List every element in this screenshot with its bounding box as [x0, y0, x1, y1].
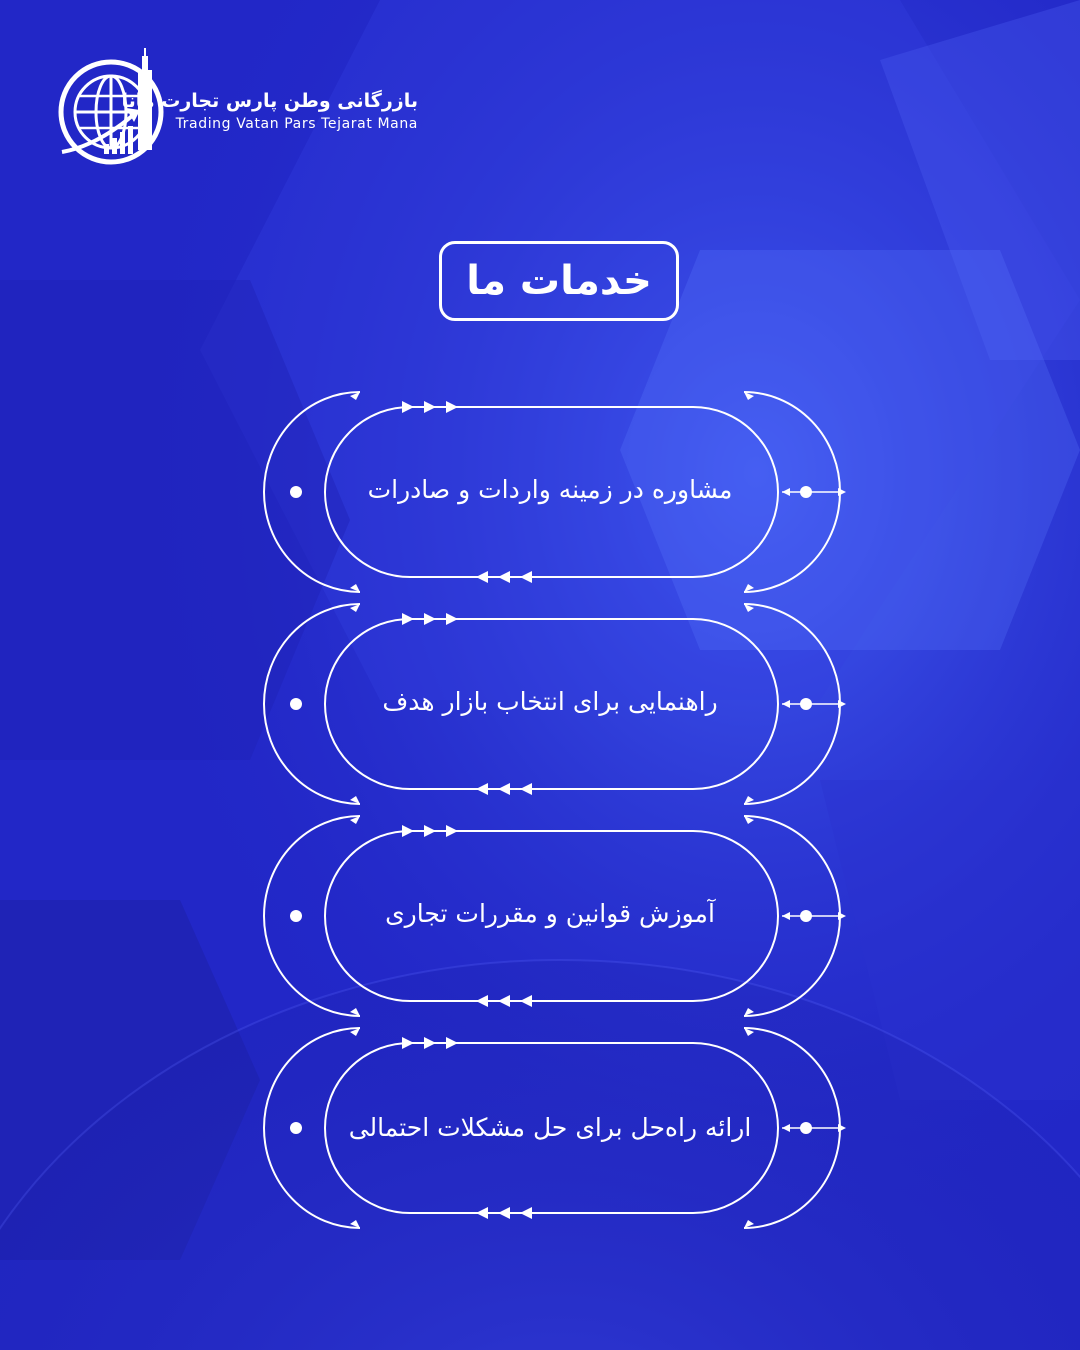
- bottom-arrow-3-3: [520, 995, 532, 1007]
- right-connector-arrow-left-2: [782, 700, 790, 708]
- bottom-arrow-1-3: [520, 571, 532, 583]
- right-dot-3: [800, 910, 812, 922]
- bottom-arrow-4-1: [476, 1207, 488, 1219]
- right-connector-arrow-left-3: [782, 912, 790, 920]
- service-item-3: آموزش قوانین و مقررات تجاری: [385, 899, 715, 928]
- top-arrow-4-2: [424, 1037, 436, 1049]
- top-arrow-2-2: [424, 613, 436, 625]
- bottom-arrow-4-3: [520, 1207, 532, 1219]
- top-arrow-3-1: [402, 825, 414, 837]
- brand-name-fa: بازرگانی وطن پارس تجارت مانا: [121, 90, 418, 112]
- top-arrow-1-2: [424, 401, 436, 413]
- right-connector-arrow-left-4: [782, 1124, 790, 1132]
- top-arrow-2-1: [402, 613, 414, 625]
- left-dot-4: [290, 1122, 302, 1134]
- top-arrow-4-3: [446, 1037, 458, 1049]
- left-dot-1: [290, 486, 302, 498]
- top-arrow-4-1: [402, 1037, 414, 1049]
- bottom-arrow-3-1: [476, 995, 488, 1007]
- bottom-arrow-1-1: [476, 571, 488, 583]
- bottom-arrow-2-2: [498, 783, 510, 795]
- bottom-arrow-4-2: [498, 1207, 510, 1219]
- right-connector-arrow-left-1: [782, 488, 790, 496]
- top-arrow-3-2: [424, 825, 436, 837]
- right-connector-arrow-right-1: [838, 488, 846, 496]
- top-arrow-1-1: [402, 401, 414, 413]
- top-arrow-2-3: [446, 613, 458, 625]
- service-item-4: ارائه راه‌حل برای حل مشکلات احتمالی: [348, 1113, 752, 1142]
- brand-name-en: Trading Vatan Pars Tejarat Mana: [175, 116, 418, 132]
- right-dot-2: [800, 698, 812, 710]
- right-connector-arrow-right-2: [838, 700, 846, 708]
- bottom-arrow-2-1: [476, 783, 488, 795]
- bottom-arrow-2-3: [520, 783, 532, 795]
- right-dot-4: [800, 1122, 812, 1134]
- right-dot-1: [800, 486, 812, 498]
- top-arrow-1-3: [446, 401, 458, 413]
- bottom-arrow-3-2: [498, 995, 510, 1007]
- page-title: خدمات ما: [466, 258, 652, 304]
- bottom-arrow-1-2: [498, 571, 510, 583]
- service-item-2: راهنمایی برای انتخاب بازار هدف: [382, 687, 718, 716]
- left-dot-2: [290, 698, 302, 710]
- right-connector-arrow-right-4: [838, 1124, 846, 1132]
- right-connector-arrow-right-3: [838, 912, 846, 920]
- service-item-1: مشاوره در زمینه واردات و صادرات: [367, 475, 733, 504]
- top-arrow-3-3: [446, 825, 458, 837]
- left-dot-3: [290, 910, 302, 922]
